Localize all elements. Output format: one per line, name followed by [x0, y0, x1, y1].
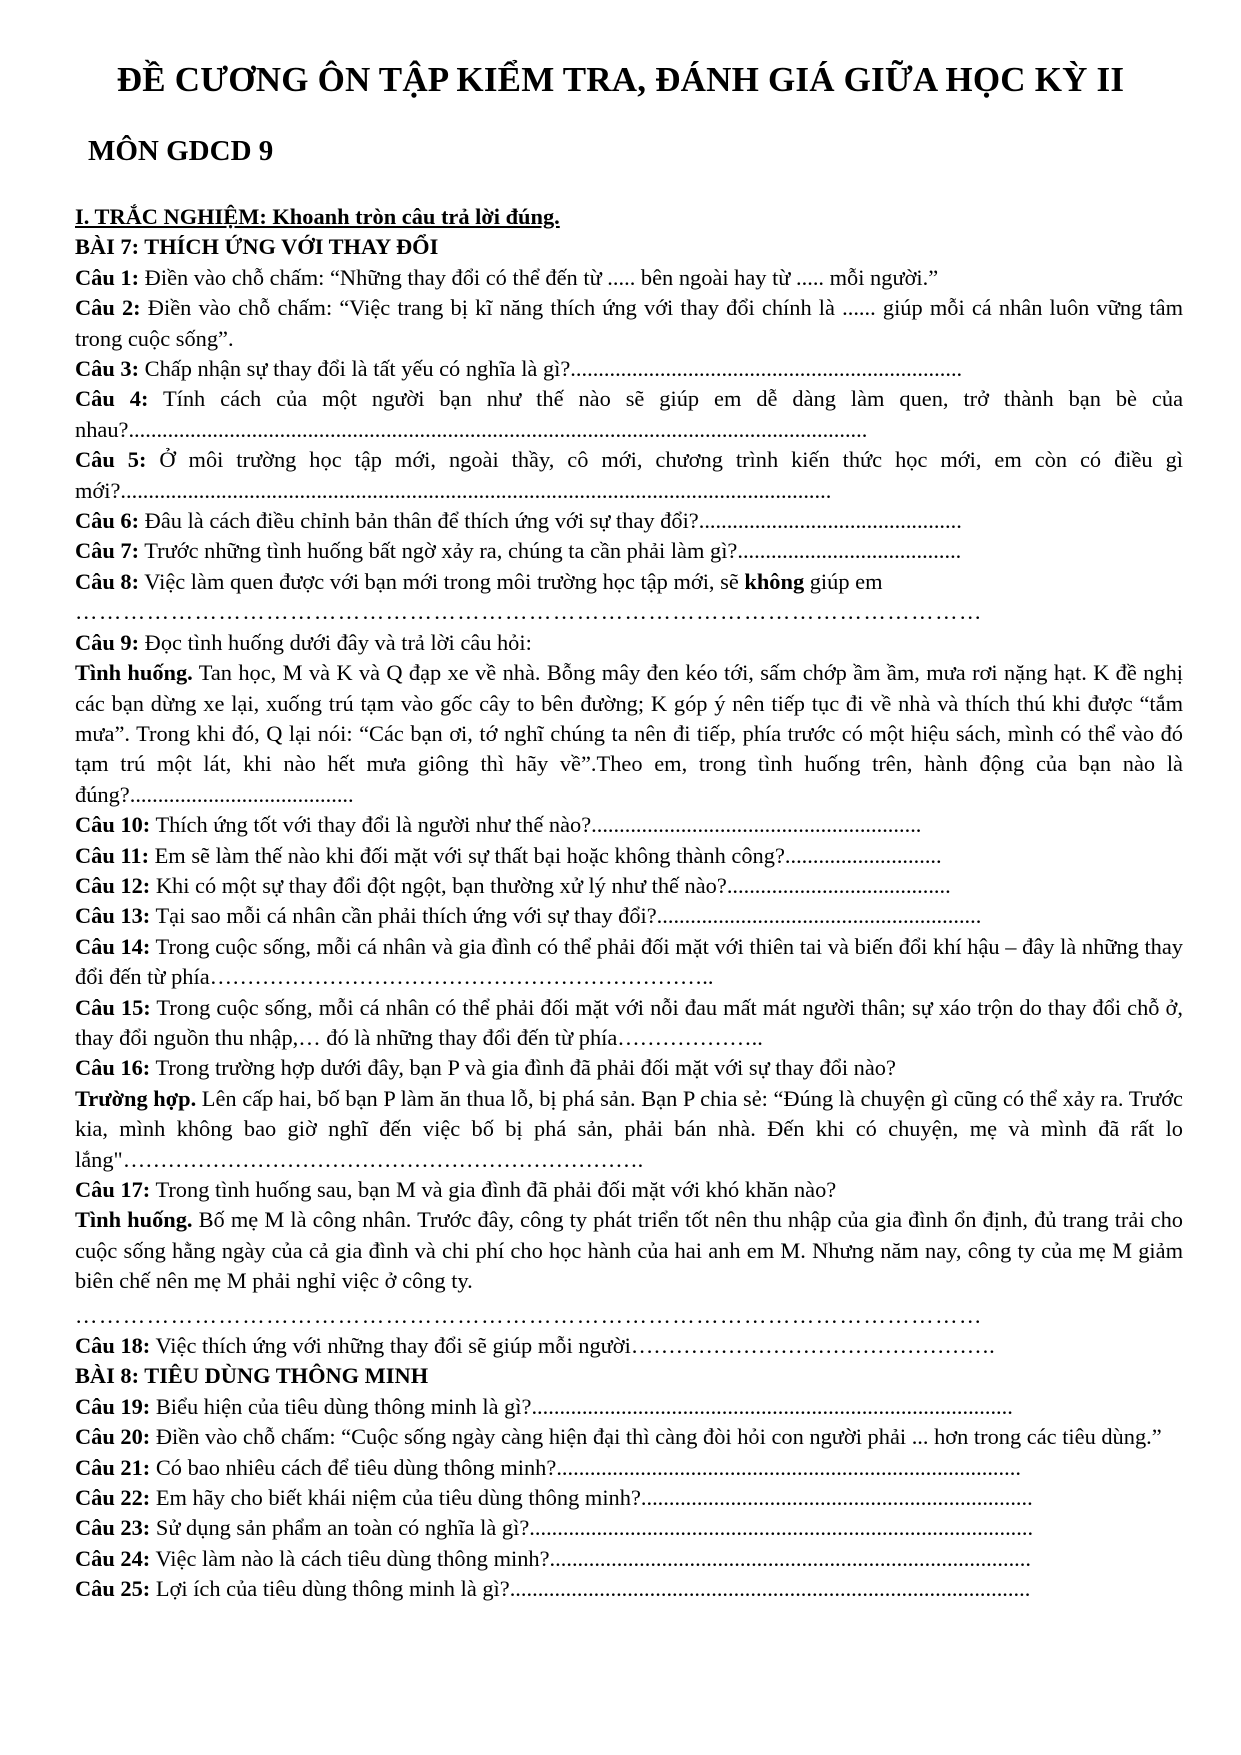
- question-17: [75, 1175, 1183, 1205]
- question-text: Đâu là cách điều chỉnh bản thân để thích ứng với sự thay đổi?...............................................: [139, 508, 962, 534]
- question-9: [75, 628, 1183, 658]
- question-text: Biểu hiện của tiêu dùng thông minh là gì?......................................................................................: [150, 1393, 1013, 1419]
- question-7: [75, 536, 1183, 566]
- question-label: Câu 16:: [75, 1055, 151, 1081]
- question-24: [75, 1544, 1183, 1574]
- question-label: Câu 21:: [75, 1454, 151, 1480]
- question-6: [75, 506, 1183, 536]
- question-4: [75, 384, 1183, 445]
- question-text: Ở môi trường học tập mới, ngoài thầy, cô mới, chương trình kiến thức học mới, em còn có điều gì mới?...............................................................................................................................: [75, 447, 1183, 503]
- question-label: Câu 3:: [75, 356, 140, 382]
- question-label: Câu 25:: [75, 1576, 151, 1602]
- question-text: Em hãy cho biết khái niệm của tiêu dùng thông minh?......................................................................: [150, 1485, 1033, 1511]
- question-label: Câu 11:: [75, 842, 150, 868]
- question-text: Điền vào chỗ chấm: “Việc trang bị kĩ năng thích ứng với thay đổi chính là ...... giúp mỗi cá nhân luôn vững tâm trong cuộc sống”.: [75, 295, 1183, 351]
- subject-heading: MÔN GDCD 9: [88, 135, 274, 167]
- question-20: [75, 1422, 1183, 1452]
- question-label: Câu 5:: [75, 447, 147, 473]
- question-text: Em sẽ làm thế nào khi đối mặt với sự thất bại hoặc không thành công?............................: [149, 842, 942, 868]
- question-text: Tính cách của một người bạn như thế nào sẽ giúp em dễ dàng làm quen, trở thành bạn bè của nhau?....................................................................................................................................: [75, 386, 1184, 442]
- question-text: Có bao nhiêu cách để tiêu dùng thông minh?...................................................................................: [150, 1454, 1021, 1480]
- question-23: [75, 1513, 1183, 1543]
- case-text: Lên cấp hai, bố bạn P làm ăn thua lỗ, bị phá sản. Bạn P chia sẻ: “Đúng là chuyện gì cũng có thể xảy ra. Trước kia, mình không bao giờ nghĩ đến việc bố bị phá sản, phải bán nhà. Đến khi có chuyện, mẹ và mình đã rất lo lắng"…………………………………………………………….: [75, 1085, 1183, 1172]
- question-text: Khi có một sự thay đổi đột ngột, bạn thường xử lý như thế nào?........................................: [150, 872, 951, 898]
- question-label: Câu 7:: [75, 538, 140, 564]
- question-text: Tại sao mỗi cá nhân cần phải thích ứng với sự thay đổi?..........................................................: [150, 903, 982, 929]
- question-2: [75, 293, 1183, 354]
- question-12: [75, 871, 1183, 901]
- case-label: Trường hợp.: [75, 1085, 197, 1111]
- question-text: Việc làm quen được với bạn mới trong môi trường học tập mới, sẽ: [139, 568, 745, 594]
- question-label: Câu 23:: [75, 1515, 151, 1541]
- question-10: [75, 810, 1183, 840]
- question-16: [75, 1053, 1183, 1083]
- question-15: [75, 993, 1183, 1054]
- question-label: Câu 24:: [75, 1545, 151, 1571]
- question-label: Câu 12:: [75, 872, 151, 898]
- question-8: [75, 567, 1183, 597]
- answer-line: ……………………………………………………………………………………………………: [75, 599, 983, 625]
- question-label: Câu 1:: [75, 264, 140, 290]
- question-text: Lợi ích của tiêu dùng thông minh là gì?.............................................................................................: [150, 1576, 1031, 1602]
- question-label: Câu 17:: [75, 1177, 151, 1202]
- situation-paragraph-2: [75, 1205, 1183, 1296]
- question-text: Đọc tình huống dưới đây và trả lời câu hỏi:: [139, 629, 532, 655]
- question-label: Câu 18:: [75, 1333, 151, 1359]
- answer-line: ……………………………………………………………………………………………………: [75, 1302, 983, 1328]
- document-body: [75, 202, 1183, 1605]
- section-heading: I. TRẮC NGHIỆM: Khoanh tròn câu trả lời đúng.: [75, 204, 560, 229]
- question-label: Câu 14:: [75, 933, 151, 959]
- question-label: Câu 8:: [75, 568, 140, 594]
- question-18: [75, 1331, 1183, 1361]
- question-25: [75, 1574, 1183, 1604]
- question-text: Chấp nhận sự thay đổi là tất yếu có nghĩa là gì?......................................................................: [139, 356, 963, 382]
- question-text: Điền vào chỗ chấm: “Những thay đổi có thể đến từ ..... bên ngoài hay từ ..... mỗi người.”: [139, 264, 939, 290]
- document-title: ĐỀ CƯƠNG ÔN TẬP KIỂM TRA, ĐÁNH GIÁ GIỮA HỌC KỲ II: [116, 60, 1125, 99]
- question-label: Câu 4:: [75, 386, 149, 412]
- question-text: Việc làm nào là cách tiêu dùng thông minh?......................................................................................: [150, 1545, 1031, 1571]
- question-22: [75, 1483, 1183, 1513]
- question-14: [75, 932, 1183, 993]
- lesson-8-heading: BÀI 8: TIÊU DÙNG THÔNG MINH: [75, 1363, 429, 1389]
- question-text-end: giúp em: [804, 568, 883, 594]
- question-text: Trong cuộc sống, mỗi cá nhân và gia đình có thể phải đối mặt với thiên tai và biến đổi khí hậu – đây là những thay đổi đến từ phía…………………………………………………………..: [75, 933, 1183, 990]
- situation-text: Tan học, M và K và Q đạp xe về nhà. Bỗng mây đen kéo tới, sấm chớp ầm ầm, mưa rơi nặng hạt. K đề nghị các bạn dừng xe lại, xuống trú tạm vào gốc cây to bên đường; K góp ý nên tiếp tục đi về nhà và thích thú khi được “tắm mưa”. Trong khi đó, Q lại nói: “Các bạn ơi, tớ nghĩ chúng ta nên đi tiếp, phía trước có một hiệu sách, mình có thể vào đó tạm trú một lát, khi nào hết mưa giông thì hãy về”.Theo em, trong tình huống trên, hành động của bạn nào là đúng?........................................: [75, 660, 1183, 807]
- question-label: Câu 20:: [75, 1424, 151, 1450]
- question-label: Câu 6:: [75, 508, 140, 534]
- question-text: Trong cuộc sống, mỗi cá nhân có thể phải đối mặt với nỗi đau mất mát người thân; sự xáo trộn do thay đổi chỗ ở, thay đổi nguồn thu nhập,… đó là những thay đổi đến từ phía………………..: [75, 994, 1183, 1050]
- question-text: Sử dụng sản phẩm an toàn có nghĩa là gì?..........................................................................................: [150, 1515, 1034, 1541]
- question-21: [75, 1453, 1183, 1483]
- question-label: Câu 15:: [75, 994, 151, 1020]
- case-paragraph: [75, 1084, 1183, 1175]
- question-11: [75, 841, 1183, 871]
- question-label: Câu 2:: [75, 295, 141, 321]
- situation-label: Tình huống.: [75, 660, 193, 686]
- question-1: [75, 263, 1183, 293]
- question-text: Trước những tình huống bất ngờ xảy ra, chúng ta cần phải làm gì?........................................: [139, 538, 962, 564]
- question-label: Câu 13:: [75, 903, 151, 929]
- question-text: Thích ứng tốt với thay đổi là người như thế nào?...........................................................: [150, 812, 922, 838]
- situation-paragraph: [75, 658, 1183, 810]
- situation-text: Bố mẹ M là công nhân. Trước đây, công ty phát triển tốt nên thu nhập của gia đình ổn định, đủ trang trải cho cuộc sống hằng ngày của cả gia đình và chi phí cho học hành của hai anh em M. Nhưng năm nay, công ty của mẹ M giảm biên chế nên mẹ M phải nghỉ việc ở công ty.: [75, 1207, 1183, 1294]
- question-text: Trong tình huống sau, bạn M và gia đình đã phải đối mặt với khó khăn nào?: [150, 1177, 837, 1202]
- situation-label: Tình huống.: [75, 1207, 193, 1233]
- question-label: Câu 19:: [75, 1393, 151, 1419]
- question-label: Câu 10:: [75, 812, 151, 838]
- question-text: Điền vào chỗ chấm: “Cuộc sống ngày càng hiện đại thì càng đòi hỏi con người phải ... hơn trong các tiêu dùng.”: [150, 1424, 1162, 1450]
- question-label: Câu 22:: [75, 1485, 151, 1511]
- question-3: [75, 354, 1183, 384]
- question-text: Việc thích ứng với những thay đổi sẽ giúp mỗi người………………………………………….: [150, 1333, 995, 1359]
- question-19: [75, 1392, 1183, 1422]
- lesson-7-heading: BÀI 7: THÍCH ỨNG VỚI THAY ĐỔI: [75, 234, 439, 260]
- question-text: Trong trường hợp dưới đây, bạn P và gia đình đã phải đối mặt với sự thay đổi nào?: [150, 1055, 896, 1081]
- question-5: [75, 445, 1183, 506]
- question-13: [75, 901, 1183, 931]
- emphasis-text: không: [744, 568, 805, 594]
- question-label: Câu 9:: [75, 629, 140, 655]
